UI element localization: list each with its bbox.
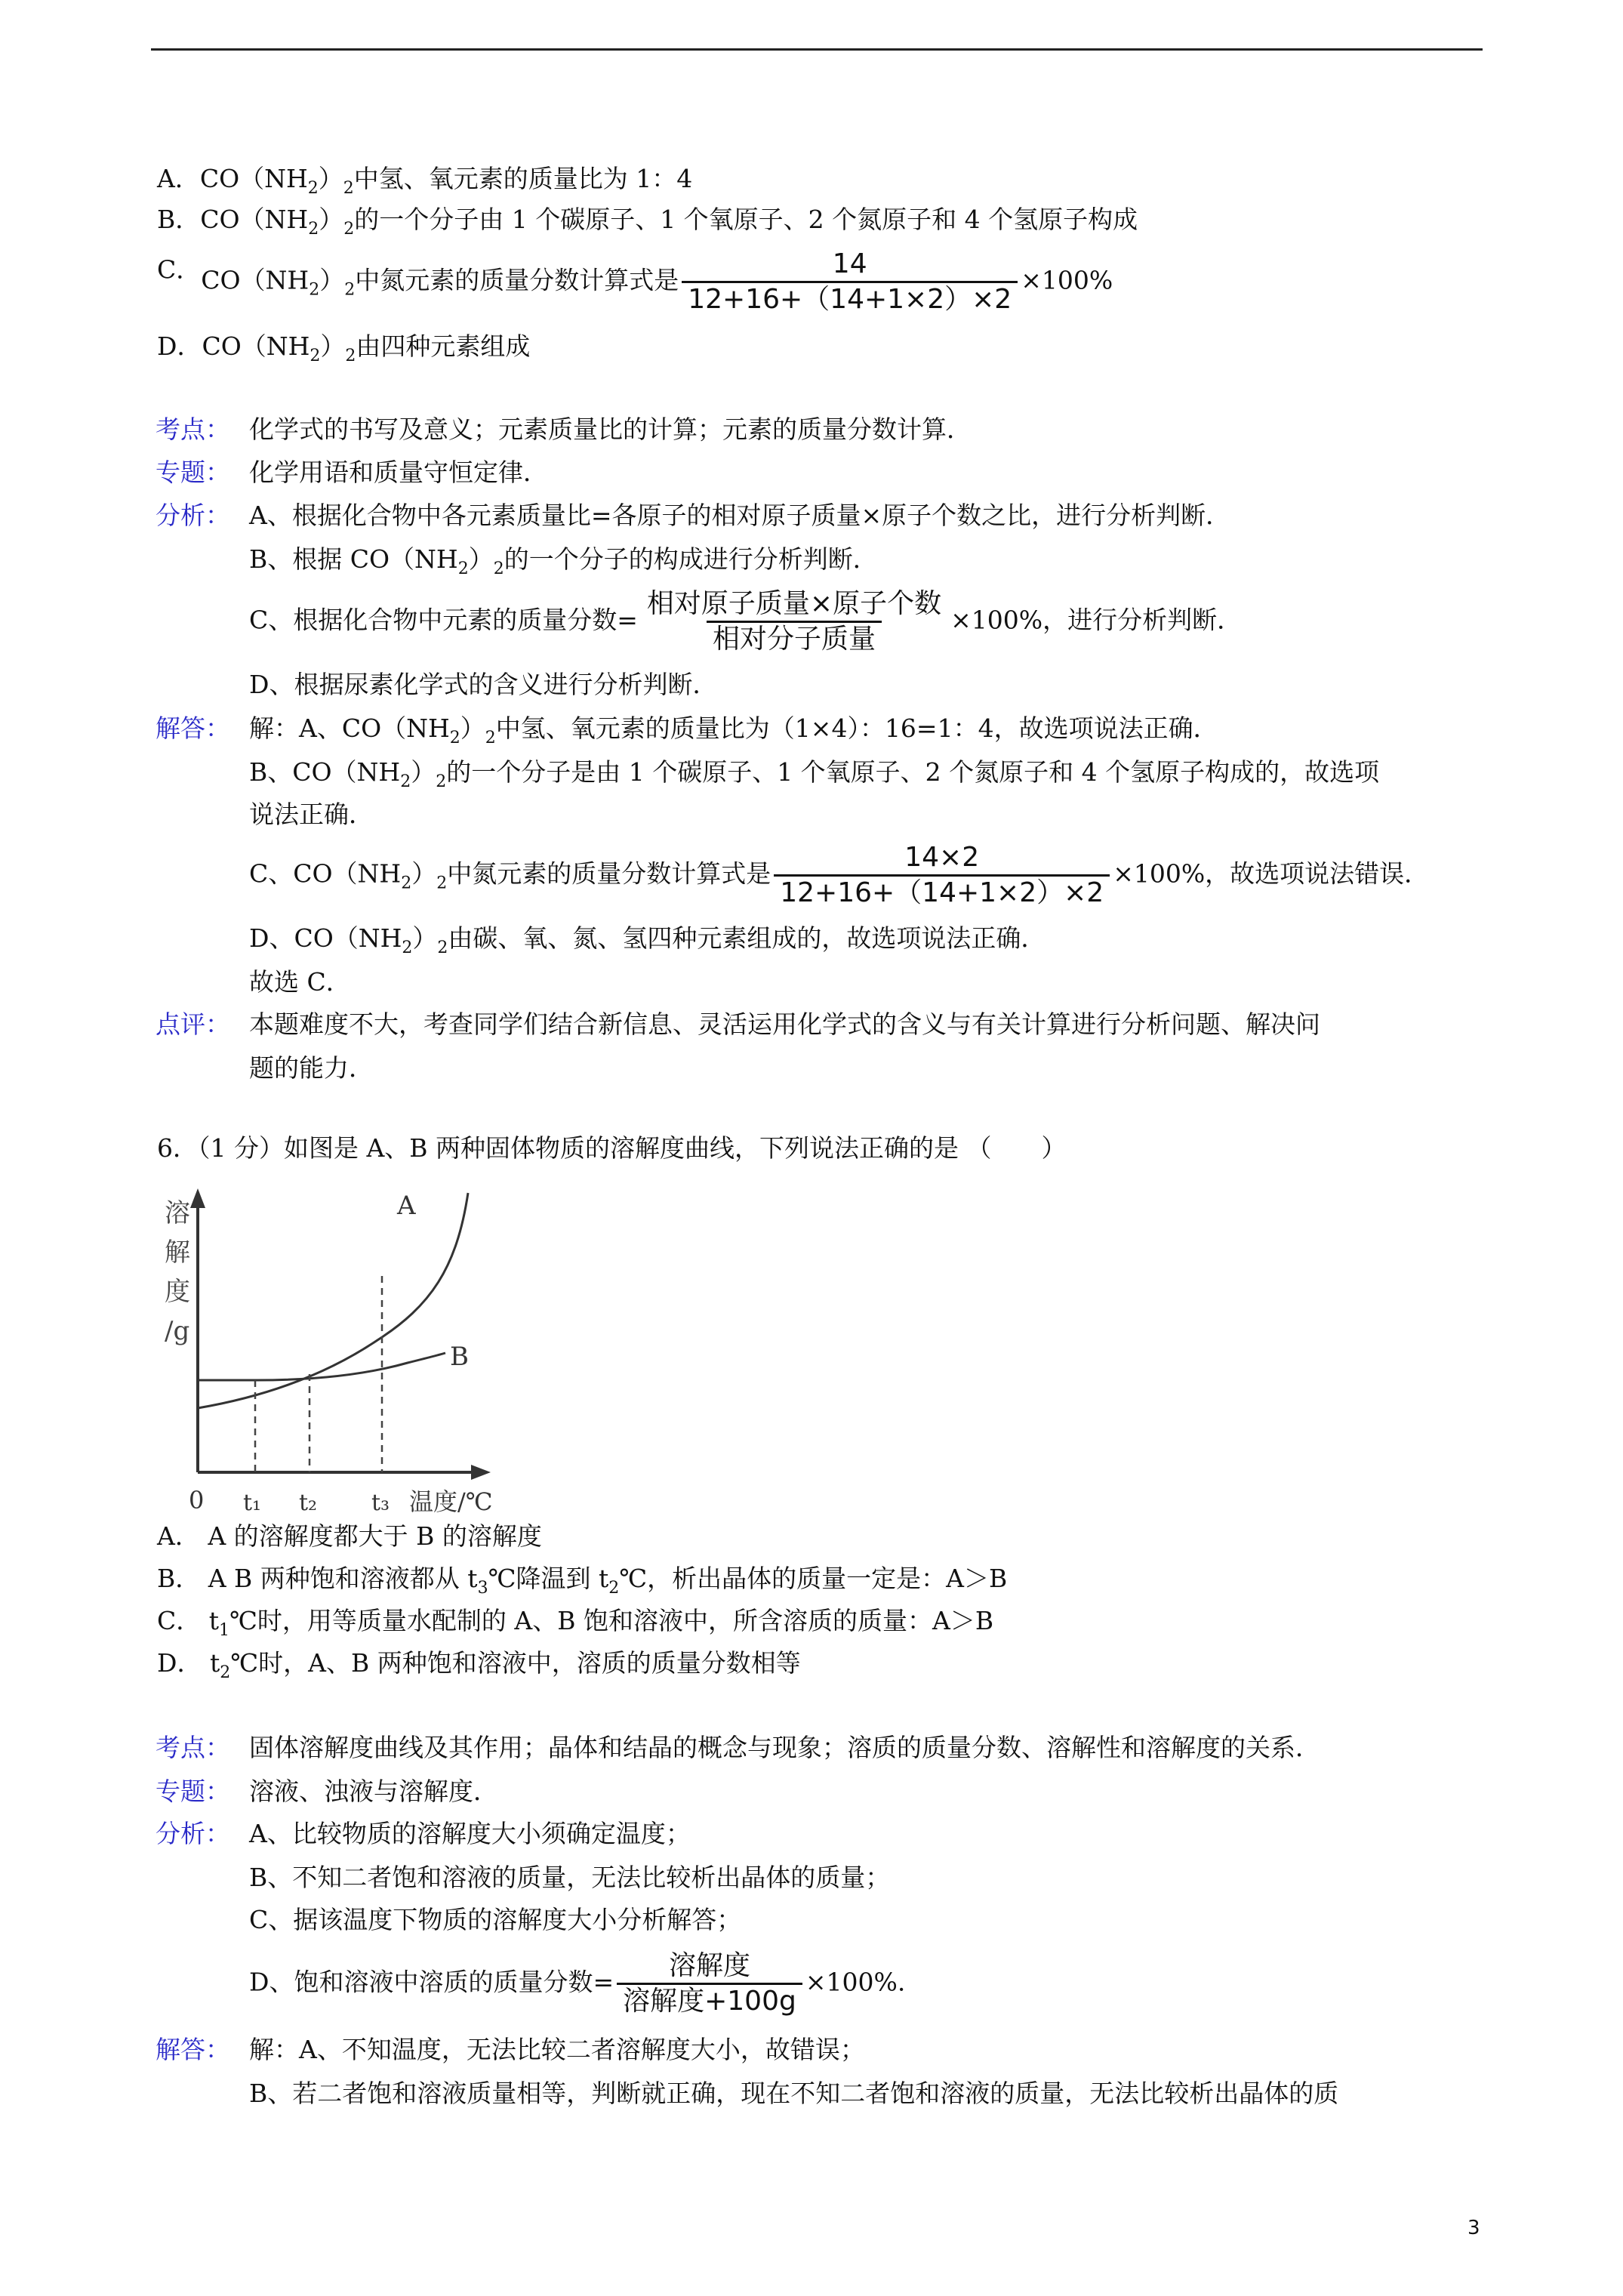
q5-jieda-c: C、$CO(NH_2)_2$中氮元素的质量分数计算式是 $\frac{14\times 2}{12+16+(14+1\times 2)\times 2}$ ×100%，故选项说法错误． (249, 842, 1430, 908)
q5-zhuanti-label: 专题： (156, 458, 230, 487)
q6-kaodian-text: 固体溶解度曲线及其作用；晶体和结晶的概念与现象；溶质的质量分数、溶解性和溶解度的关系． (249, 1733, 1320, 1762)
header-rule (151, 48, 1483, 51)
origin-label: 0 (189, 1486, 205, 1515)
q6-fenxi-label: 分析： (156, 1819, 230, 1848)
curve-b-label: B (450, 1342, 469, 1372)
y-label-char-2: 解 (165, 1237, 190, 1268)
tick-t1: t₁ (243, 1490, 262, 1516)
q5-jieda-b-cont: 说法正确． (249, 800, 374, 829)
q5-jieda-b: B、$CO(NH_2)_2$的一个分子是由 1 个碳原子、1 个氧原子、2 个氮原子和 4 个氢原子构成的，故选项 (249, 757, 1380, 791)
curve-b (198, 1353, 445, 1380)
q6-fenxi-d-fraction: $\frac{\text{溶解度}}{\text{溶解度+100g}}$ (617, 1951, 802, 2017)
x-axis-label: 温度/℃ (409, 1487, 493, 1516)
q5-option-c: C．$CO(NH_2)_2$中氮元素的质量分数计算式是 $\frac{14}{12+16+(14+1\times 2)\times 2}$ ×100% (157, 248, 1113, 315)
q5-zhuanti-text: 化学用语和质量守恒定律． (249, 458, 548, 487)
q6-stem: 6．（1 分）如图是 A、B 两种固体物质的溶解度曲线，下列说法正确的是 （ ） (157, 1133, 1067, 1163)
q6-zhuanti-label: 专题： (156, 1777, 230, 1806)
page-number: 3 (1467, 2217, 1480, 2239)
q5-fenxi-b: B、根据 $CO(NH_2)_2$的一个分子的构成进行分析判断． (249, 544, 878, 578)
q6-zhuanti-text: 溶液、浊液与溶解度． (249, 1777, 498, 1806)
q5-option-c-fraction: $\frac{14}{12+16+(14+1\times 2)\times 2}$ (682, 249, 1018, 315)
q6-option-b: B． A B 两种饱和溶液都从 $t_3℃$降温到 $t_2℃$，析出晶体的质量一定是：A＞B (157, 1564, 1008, 1598)
q5-fenxi-c: C、根据化合物中元素的质量分数= $\frac{\text{相对原子质量×原子个数}}{\text{相对分子质量}}$ ×100%，进行分析判断． (249, 588, 1243, 655)
q5-kaodian-text: 化学式的书写及意义；元素质量比的计算；元素的质量分数计算． (249, 415, 972, 444)
q6-jieda-b: B、若二者饱和溶液质量相等，判断就正确，现在不知二者饱和溶液的质量，无法比较析出晶体的质 (249, 2079, 1339, 2108)
q6-fenxi-b: B、不知二者饱和溶液的质量，无法比较析出晶体的质量； (249, 1863, 891, 1892)
q5-option-a: A．$CO(NH_2)_2$中氢、氧元素的质量比为 1：4 (157, 164, 693, 198)
q6-option-d: D． $t_2℃$时，A、B 两种饱和溶液中，溶质的质量分数相等 (157, 1648, 801, 1682)
q5-jieda-c-fraction: $\frac{14\times 2}{12+16+(14+1\times 2)\times 2}$ (774, 843, 1110, 908)
q5-jieda-d: D、$CO(NH_2)_2$由碳、氧、氮、氢四种元素组成的，故选项说法正确． (249, 923, 1046, 957)
tick-t3: t₃ (371, 1490, 390, 1516)
q5-kaodian-label: 考点： (156, 415, 230, 444)
q5-dianping-label: 点评： (156, 1009, 230, 1039)
q6-jieda-label: 解答： (156, 2035, 230, 2064)
q6-jieda-a: 解：A、不知温度，无法比较二者溶解度大小，故错误； (249, 2035, 865, 2064)
q6-option-a: A． A 的溶解度都大于 B 的溶解度 (157, 1521, 542, 1551)
q5-option-d: D．$CO(NH_2)_2$由四种元素组成 (157, 331, 531, 365)
q6-fenxi-a: A、比较物质的溶解度大小须确定温度； (249, 1819, 691, 1848)
y-label-char-1: 溶 (165, 1198, 190, 1228)
y-axis (190, 1188, 205, 1472)
q5-fenxi-d: D、根据尿素化学式的含义进行分析判断． (249, 670, 718, 699)
curve-a-label: A (397, 1191, 416, 1221)
q5-jieda-a: 解：A、$CO(NH_2)_2$中氢、氧元素的质量比为（1×4）：16=1：4，故选项说法正确． (249, 713, 1218, 747)
q5-fenxi-label: 分析： (156, 501, 230, 530)
q5-fenxi-a: A、根据化合物中各元素质量比=各原子的相对原子质量×原子个数之比，进行分析判断． (249, 501, 1231, 530)
y-label-char-4: /g (165, 1316, 190, 1346)
q5-jieda-e: 故选 C． (249, 967, 351, 997)
q5-dianping-2: 题的能力． (249, 1053, 374, 1083)
q5-fenxi-c-fraction: $\frac{\text{相对原子质量×原子个数}}{\text{相对分子质量}}$ (646, 588, 942, 655)
x-axis (198, 1465, 491, 1480)
q6-fenxi-c: C、据该温度下物质的溶解度大小分析解答； (249, 1905, 742, 1934)
q5-jieda-label: 解答： (156, 713, 230, 743)
q5-option-b: B．$CO(NH_2)_2$的一个分子由 1 个碳原子、1 个氧原子、2 个氮原子和 4 个氢原子构成 (157, 205, 1138, 239)
q6-option-c: C． $t_1℃$时，用等质量水配制的 A、B 饱和溶液中，所含溶质的质量：A＞B (157, 1606, 994, 1640)
y-label-char-3: 度 (165, 1277, 190, 1307)
solubility-curve-figure (159, 1178, 551, 1516)
tick-t2: t₂ (299, 1490, 318, 1516)
q6-fenxi-d: D、饱和溶液中溶质的质量分数= $\frac{\text{溶解度}}{\text{溶解度+100g}}$ ×100%. (249, 1950, 906, 2017)
q6-kaodian-label: 考点： (156, 1733, 230, 1762)
q5-dianping-1: 本题难度不大，考查同学们结合新信息、灵活运用化学式的含义与有关计算进行分析问题、解决问 (249, 1009, 1320, 1039)
